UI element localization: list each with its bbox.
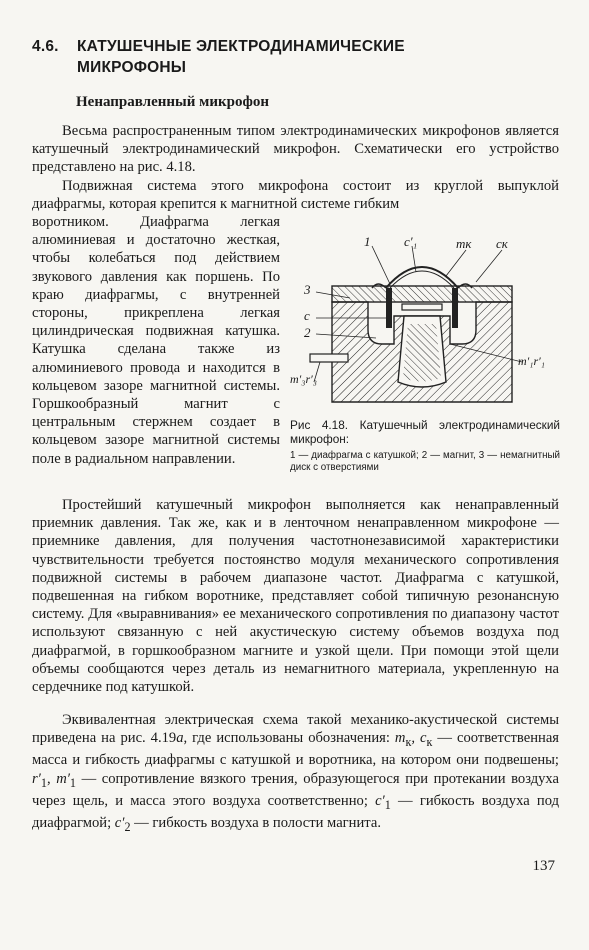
top-plate <box>332 286 512 302</box>
section-number: 4.6. <box>32 38 59 55</box>
label-ck: cк <box>496 236 508 251</box>
p4-part-c: — соответственная масса и гибкость диафрагмы с катушкой и воротника, на котором они подвешены; <box>32 730 560 769</box>
paragraph-4 <box>32 711 559 836</box>
core-hatching <box>403 324 441 382</box>
p4-symbol-m1-sub: 1 <box>69 775 76 790</box>
paragraph-2-top: Подвижная система этого микрофона состоит из круглой выпуклой диафрагмы, которая крепится к магнитной системе гибким <box>32 178 559 213</box>
coil-left <box>386 288 392 328</box>
microphone-cross-section <box>290 232 560 412</box>
terminal-pin <box>310 354 348 362</box>
p4-part-b: , где использованы обозначения: <box>183 730 395 747</box>
p4-part-e: — сопротивление вязкого трения, образующегося при протекании воздуха через щель, и масса этого воздуха соответственно; <box>32 770 559 809</box>
label-1: 1 <box>364 234 371 249</box>
paragraph-2-side: воротником. Диафрагма легкая алюминиевая и достаточно жесткая, чтобы колебаться под действием звукового давления как поршень. По краю диафрагмы, с внутренней стороны, прикреплена легкая цилиндрическая подвижная катушка. Катушка сделана также из алюминиевого провода и находится в кольцевом зазоре магнитной системы. Горшкообразный магнит с центральным стержнем создает в кольцевом зазоре магнитной системы поле в радиальном направлении. <box>32 214 280 467</box>
paragraph-3: Простейший катушечный микрофон выполняется как ненаправленный приемник давления. Так же, как и в ленточном ненаправленном микрофоне — приемнике давления, для получения частотнонезависимой характеристики чувствительности требуется постоянство модуля механического сопротивления подвижной системы в рабочем диапазоне частот. Диафрагма с катушкой, подвешенная на гибком воротнике, представляет собой типичную резонансную систему. Для «выравнивания» ее механического сопротивления по диапазону частот используют связанную с ней акустическую систему объемов воздуха под диафрагмой, в горшкообразном магните и узкой щели. При помощи этой щели объемы сообщаются через деталь из немагнитного материала, укрепленную на сердечнике под катушкой. <box>32 497 559 696</box>
p4-symbol-c: , c <box>411 730 427 747</box>
paragraph-1: Весьма распространенным типом электродинамических микрофонов является катушечный электродинамический микрофон. Схематически его устройство представлено на рис. 4.18. <box>32 123 559 176</box>
nonmagnetic-disc <box>402 304 442 310</box>
label-c1: c′₁ <box>404 234 418 249</box>
caption-title: Рис 4.18. Катушечный электродинамический микрофон: <box>290 418 560 446</box>
p4-symbol-r1: r′ <box>32 770 41 787</box>
coil-right <box>452 288 458 328</box>
p4-symbol-c-sub: к <box>426 735 433 750</box>
p4-part-a: Эквивалентная электрическая схема такой механико-акустической системы приведена на рис. 4.19 <box>32 712 559 747</box>
p4-symbol-r1-sub: 1 <box>40 775 47 790</box>
label-c: c <box>304 308 310 323</box>
figure-microphone-diagram <box>290 232 560 412</box>
label-m1r1: m′₁r′₁ <box>518 354 545 368</box>
p4-part-f: — гибкость воздуха под диафрагмой; <box>32 792 559 831</box>
label-3: 3 <box>304 282 311 297</box>
label-m3r3: m′₃r′₃ <box>290 372 317 386</box>
figure-caption <box>290 418 560 474</box>
page-number: 137 <box>532 858 555 874</box>
p4-symbol-c1-sub: 1 <box>384 797 391 812</box>
label-mk: mк <box>456 236 472 251</box>
caption-legend: 1 — диафрагма с катушкой; 2 — магнит, 3 — немагнитный диск с отверстиями <box>290 450 560 473</box>
p4-symbol-m1: m′ <box>56 770 70 787</box>
p4-symbol-m: m <box>394 730 406 747</box>
subsection-title: Ненаправленный микрофон <box>76 94 269 110</box>
section-title: КАТУШЕЧНЫЕ ЭЛЕКТРОДИНАМИЧЕСКИЕ МИКРОФОНЫ <box>77 38 405 76</box>
p4-fig-letter: а <box>176 730 184 747</box>
p4-part-d: , <box>46 770 57 787</box>
p4-symbol-c1: c′ <box>375 792 385 809</box>
diaphragm-dome <box>386 267 458 288</box>
p4-symbol-c2: c′ <box>114 814 125 831</box>
p4-symbol-m-sub: к <box>405 735 412 750</box>
label-2: 2 <box>304 325 311 340</box>
p4-part-g: — гибкость воздуха в полости магнита. <box>130 814 381 831</box>
p4-symbol-c2-sub: 2 <box>124 819 131 834</box>
